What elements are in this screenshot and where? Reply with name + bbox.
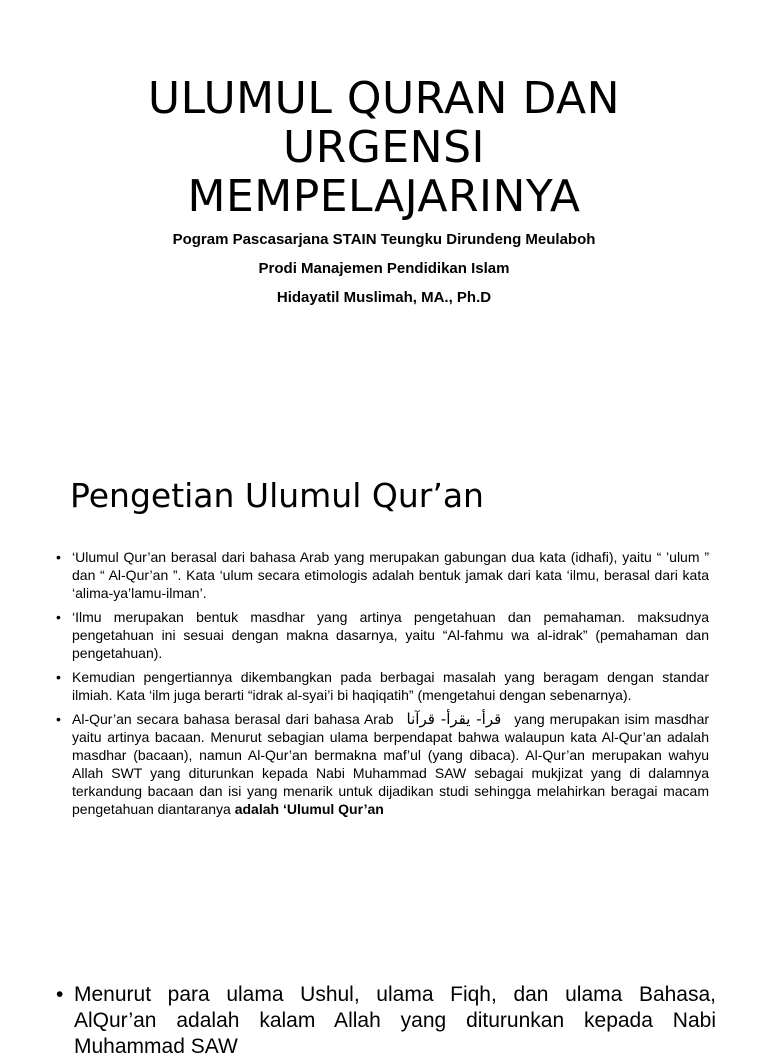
section-title: Pengetian Ulumul Qur’an <box>70 476 484 515</box>
title-line-2: URGENSI <box>283 122 485 173</box>
subtitle-block <box>0 229 768 316</box>
bullet-icon: • <box>56 669 61 685</box>
list-item <box>56 608 709 662</box>
program-name: Pogram Pascasarjana STAIN Teungku Dirundeng Meulaboh <box>172 231 596 248</box>
bullet-icon: • <box>56 711 61 727</box>
bullet-text-before: Al-Qur’an secara bahasa berasal dari bahasa Arab <box>72 711 394 727</box>
bullet-text-after: yang merupakan isim masdhar yaitu artinya bacaan. Menurut sebagian ulama berpendapat bahwa walaupun kata Al-Qur’an adalah masdhar (bacaan), namun Al-Qur’an bermakna maf’ul (yang dibaca). Al-Qur’an merupakan wahyu Allah SWT yang diturunkan kepada Nabi Muhammad SAW sebagai mukjizat yang di dalamnya terkandung bacaan dan isi yang menarik untuk dijadikan studi sehingga melahirkan beragai macam pengetahuan diantaranya <box>72 711 710 817</box>
list-item <box>56 710 709 818</box>
bullet-list <box>56 548 709 824</box>
bullet-bold-tail: adalah ‘Ulumul Qur’an <box>234 801 384 817</box>
bullet-text: ‘Ulumul Qur’an berasal dari bahasa Arab yang merupakan gabungan dua kata (idhafi), yaitu “ ’ulum ” dan “ Al-Qur’an ”. Kata ‘ulum secara etimologis adalah bentuk jamak dari kata ‘ilmu, berasal dari kata ‘alima-ya’lamu-ilman’. <box>72 549 709 601</box>
list-item <box>56 982 716 1060</box>
study-program: Prodi Manajemen Pendidikan Islam <box>258 260 510 277</box>
definition-slide <box>0 440 768 970</box>
title-slide <box>0 0 768 440</box>
next-slide <box>0 970 768 1058</box>
title-line-1: ULUMUL QURAN DAN <box>147 73 621 124</box>
author-name: Hidayatil Muslimah, MA., Ph.D <box>276 289 492 306</box>
bullet-text: Menurut para ulama Ushul, ulama Fiqh, dan ulama Bahasa, AlQur’an adalah kalam Allah yang diturunkan kepada Nabi Muhammad SAW <box>74 983 716 1058</box>
arabic-text: قرأ- يقرأ- قرآنا <box>406 710 502 728</box>
bullet-text: Kemudian pengertiannya dikembangkan pada berbagai masalah yang beragam dengan standar ilmiah. Kata ‘ilm juga berarti “idrak al-syai’i bi haqiqatih” (mengetahui dengan sebenarnya). <box>72 669 709 703</box>
list-item <box>56 548 709 602</box>
title-line-3: MEMPELAJARINYA <box>187 171 581 222</box>
bullet-icon: • <box>56 983 64 1006</box>
list-item <box>56 668 709 704</box>
bullet-text: ‘Ilmu merupakan bentuk masdhar yang artinya pengetahuan dan pemahaman. maksudnya pengetahuan ini sesuai dengan makna dasarnya, yaitu “Al-fahmu wa al-idrak” (pemahaman dan pengetahuan). <box>72 609 709 661</box>
bullet-icon: • <box>56 609 61 625</box>
bullet-icon: • <box>56 549 61 565</box>
bullet-list <box>56 982 716 1060</box>
presentation-title <box>0 74 768 221</box>
